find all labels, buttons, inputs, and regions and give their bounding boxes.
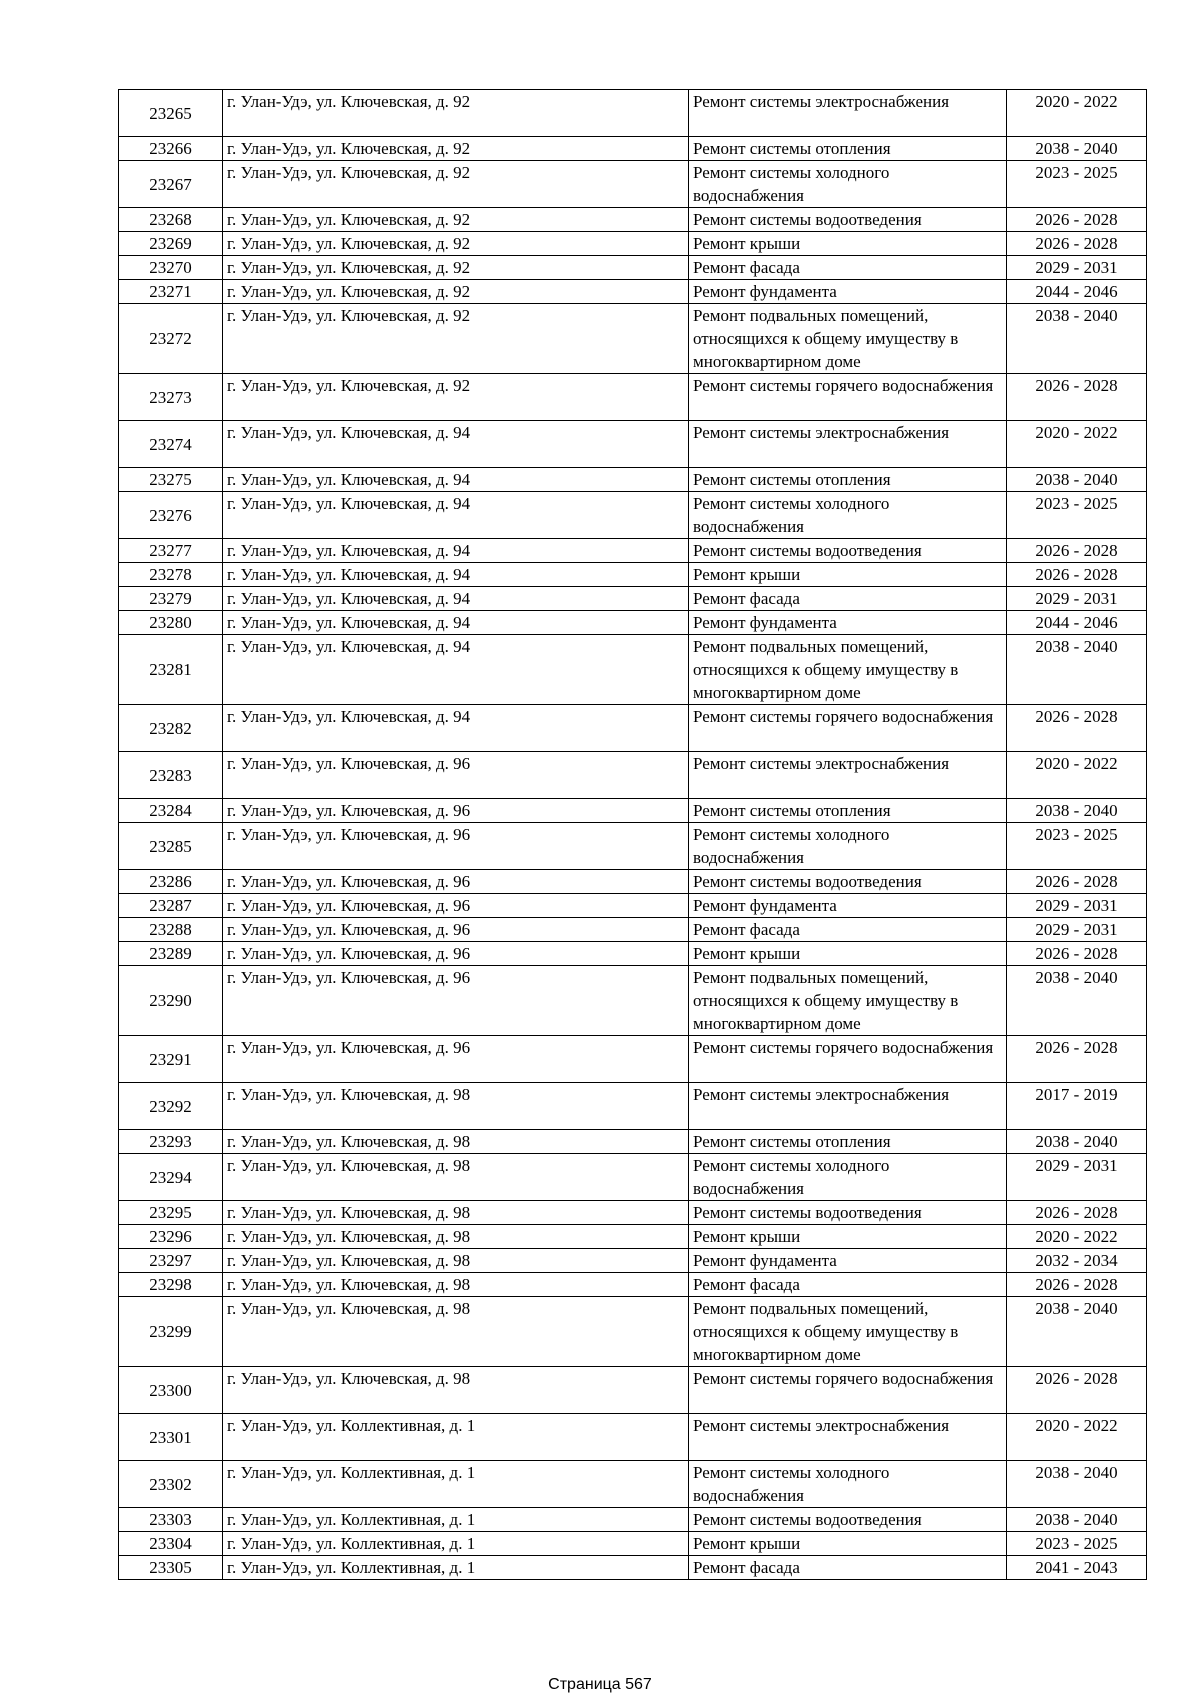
address-cell: г. Улан-Удэ, ул. Ключевская, д. 96 bbox=[223, 966, 689, 1036]
work-type-cell: Ремонт подвальных помещений, относящихся к общему имуществу в многоквартирном доме bbox=[689, 966, 1007, 1036]
period-cell: 2026 - 2028 bbox=[1007, 1273, 1147, 1297]
work-type-cell: Ремонт системы водоотведения bbox=[689, 1508, 1007, 1532]
table-row bbox=[119, 1508, 1147, 1532]
row-number-cell: 23302 bbox=[119, 1461, 223, 1508]
work-type-cell: Ремонт крыши bbox=[689, 942, 1007, 966]
row-number-cell: 23285 bbox=[119, 823, 223, 870]
address-cell: г. Улан-Удэ, ул. Ключевская, д. 94 bbox=[223, 468, 689, 492]
work-type-cell: Ремонт системы отопления bbox=[689, 468, 1007, 492]
row-number-cell: 23293 bbox=[119, 1130, 223, 1154]
work-type-cell: Ремонт системы отопления bbox=[689, 1130, 1007, 1154]
row-number-cell: 23268 bbox=[119, 208, 223, 232]
work-type-cell: Ремонт фундамента bbox=[689, 1249, 1007, 1273]
work-type-cell: Ремонт системы водоотведения bbox=[689, 208, 1007, 232]
period-cell: 2023 - 2025 bbox=[1007, 823, 1147, 870]
address-cell: г. Улан-Удэ, ул. Ключевская, д. 98 bbox=[223, 1367, 689, 1414]
address-cell: г. Улан-Удэ, ул. Ключевская, д. 98 bbox=[223, 1083, 689, 1130]
work-schedule-table bbox=[118, 89, 1147, 1580]
work-type-cell: Ремонт системы электроснабжения bbox=[689, 1414, 1007, 1461]
row-number-cell: 23287 bbox=[119, 894, 223, 918]
address-cell: г. Улан-Удэ, ул. Ключевская, д. 96 bbox=[223, 942, 689, 966]
table-row bbox=[119, 256, 1147, 280]
table-row bbox=[119, 1461, 1147, 1508]
row-number-cell: 23267 bbox=[119, 161, 223, 208]
address-cell: г. Улан-Удэ, ул. Ключевская, д. 94 bbox=[223, 539, 689, 563]
address-cell: г. Улан-Удэ, ул. Ключевская, д. 96 bbox=[223, 799, 689, 823]
period-cell: 2038 - 2040 bbox=[1007, 799, 1147, 823]
table-row bbox=[119, 232, 1147, 256]
address-cell: г. Улан-Удэ, ул. Ключевская, д. 94 bbox=[223, 421, 689, 468]
table-row bbox=[119, 705, 1147, 752]
row-number-cell: 23296 bbox=[119, 1225, 223, 1249]
row-number-cell: 23278 bbox=[119, 563, 223, 587]
address-cell: г. Улан-Удэ, ул. Ключевская, д. 94 bbox=[223, 587, 689, 611]
address-cell: г. Улан-Удэ, ул. Коллективная, д. 1 bbox=[223, 1556, 689, 1580]
row-number-cell: 23275 bbox=[119, 468, 223, 492]
work-type-cell: Ремонт крыши bbox=[689, 1532, 1007, 1556]
period-cell: 2038 - 2040 bbox=[1007, 137, 1147, 161]
table-row bbox=[119, 870, 1147, 894]
table-row bbox=[119, 611, 1147, 635]
row-number-cell: 23274 bbox=[119, 421, 223, 468]
address-cell: г. Улан-Удэ, ул. Ключевская, д. 94 bbox=[223, 611, 689, 635]
period-cell: 2020 - 2022 bbox=[1007, 752, 1147, 799]
work-type-cell: Ремонт крыши bbox=[689, 232, 1007, 256]
table-row bbox=[119, 1036, 1147, 1083]
period-cell: 2026 - 2028 bbox=[1007, 539, 1147, 563]
row-number-cell: 23270 bbox=[119, 256, 223, 280]
period-cell: 2038 - 2040 bbox=[1007, 1461, 1147, 1508]
work-type-cell: Ремонт подвальных помещений, относящихся к общему имуществу в многоквартирном доме bbox=[689, 304, 1007, 374]
address-cell: г. Улан-Удэ, ул. Ключевская, д. 92 bbox=[223, 137, 689, 161]
period-cell: 2038 - 2040 bbox=[1007, 966, 1147, 1036]
row-number-cell: 23299 bbox=[119, 1297, 223, 1367]
address-cell: г. Улан-Удэ, ул. Ключевская, д. 96 bbox=[223, 894, 689, 918]
work-type-cell: Ремонт системы горячего водоснабжения bbox=[689, 1367, 1007, 1414]
address-cell: г. Улан-Удэ, ул. Ключевская, д. 98 bbox=[223, 1249, 689, 1273]
work-type-cell: Ремонт фасада bbox=[689, 256, 1007, 280]
period-cell: 2026 - 2028 bbox=[1007, 942, 1147, 966]
address-cell: г. Улан-Удэ, ул. Коллективная, д. 1 bbox=[223, 1414, 689, 1461]
address-cell: г. Улан-Удэ, ул. Ключевская, д. 96 bbox=[223, 1036, 689, 1083]
period-cell: 2026 - 2028 bbox=[1007, 870, 1147, 894]
work-type-cell: Ремонт системы отопления bbox=[689, 137, 1007, 161]
table-row bbox=[119, 635, 1147, 705]
work-type-cell: Ремонт системы водоотведения bbox=[689, 539, 1007, 563]
period-cell: 2038 - 2040 bbox=[1007, 635, 1147, 705]
table-row bbox=[119, 1083, 1147, 1130]
address-cell: г. Улан-Удэ, ул. Ключевская, д. 94 bbox=[223, 635, 689, 705]
work-type-cell: Ремонт системы водоотведения bbox=[689, 870, 1007, 894]
period-cell: 2026 - 2028 bbox=[1007, 208, 1147, 232]
row-number-cell: 23282 bbox=[119, 705, 223, 752]
row-number-cell: 23289 bbox=[119, 942, 223, 966]
address-cell: г. Улан-Удэ, ул. Ключевская, д. 94 bbox=[223, 563, 689, 587]
address-cell: г. Улан-Удэ, ул. Ключевская, д. 92 bbox=[223, 374, 689, 421]
period-cell: 2038 - 2040 bbox=[1007, 1508, 1147, 1532]
period-cell: 2032 - 2034 bbox=[1007, 1249, 1147, 1273]
period-cell: 2038 - 2040 bbox=[1007, 304, 1147, 374]
row-number-cell: 23290 bbox=[119, 966, 223, 1036]
address-cell: г. Улан-Удэ, ул. Ключевская, д. 98 bbox=[223, 1297, 689, 1367]
row-number-cell: 23298 bbox=[119, 1273, 223, 1297]
period-cell: 2038 - 2040 bbox=[1007, 1297, 1147, 1367]
table-row bbox=[119, 468, 1147, 492]
address-cell: г. Улан-Удэ, ул. Ключевская, д. 92 bbox=[223, 280, 689, 304]
period-cell: 2017 - 2019 bbox=[1007, 1083, 1147, 1130]
row-number-cell: 23271 bbox=[119, 280, 223, 304]
address-cell: г. Улан-Удэ, ул. Ключевская, д. 92 bbox=[223, 208, 689, 232]
work-type-cell: Ремонт системы холодного водоснабжения bbox=[689, 492, 1007, 539]
work-type-cell: Ремонт фасада bbox=[689, 587, 1007, 611]
address-cell: г. Улан-Удэ, ул. Ключевская, д. 92 bbox=[223, 232, 689, 256]
row-number-cell: 23276 bbox=[119, 492, 223, 539]
table-row bbox=[119, 918, 1147, 942]
table-row bbox=[119, 942, 1147, 966]
row-number-cell: 23286 bbox=[119, 870, 223, 894]
table-row bbox=[119, 374, 1147, 421]
address-cell: г. Улан-Удэ, ул. Ключевская, д. 98 bbox=[223, 1273, 689, 1297]
row-number-cell: 23283 bbox=[119, 752, 223, 799]
work-type-cell: Ремонт фундамента bbox=[689, 894, 1007, 918]
table-row bbox=[119, 1201, 1147, 1225]
work-type-cell: Ремонт системы электроснабжения bbox=[689, 90, 1007, 137]
work-type-cell: Ремонт крыши bbox=[689, 563, 1007, 587]
address-cell: г. Улан-Удэ, ул. Коллективная, д. 1 bbox=[223, 1532, 689, 1556]
work-type-cell: Ремонт системы холодного водоснабжения bbox=[689, 161, 1007, 208]
table-row bbox=[119, 1532, 1147, 1556]
address-cell: г. Улан-Удэ, ул. Ключевская, д. 92 bbox=[223, 304, 689, 374]
table-row bbox=[119, 1225, 1147, 1249]
row-number-cell: 23301 bbox=[119, 1414, 223, 1461]
address-cell: г. Улан-Удэ, ул. Коллективная, д. 1 bbox=[223, 1461, 689, 1508]
period-cell: 2020 - 2022 bbox=[1007, 421, 1147, 468]
period-cell: 2044 - 2046 bbox=[1007, 611, 1147, 635]
work-type-cell: Ремонт системы горячего водоснабжения bbox=[689, 705, 1007, 752]
address-cell: г. Улан-Удэ, ул. Ключевская, д. 92 bbox=[223, 161, 689, 208]
work-type-cell: Ремонт подвальных помещений, относящихся к общему имуществу в многоквартирном доме bbox=[689, 1297, 1007, 1367]
table-row bbox=[119, 280, 1147, 304]
work-type-cell: Ремонт фасада bbox=[689, 1556, 1007, 1580]
work-type-cell: Ремонт фасада bbox=[689, 1273, 1007, 1297]
period-cell: 2023 - 2025 bbox=[1007, 1532, 1147, 1556]
row-number-cell: 23305 bbox=[119, 1556, 223, 1580]
table-row bbox=[119, 421, 1147, 468]
table-row bbox=[119, 587, 1147, 611]
period-cell: 2029 - 2031 bbox=[1007, 256, 1147, 280]
work-type-cell: Ремонт системы электроснабжения bbox=[689, 752, 1007, 799]
address-cell: г. Улан-Удэ, ул. Ключевская, д. 94 bbox=[223, 492, 689, 539]
period-cell: 2020 - 2022 bbox=[1007, 90, 1147, 137]
address-cell: г. Улан-Удэ, ул. Ключевская, д. 96 bbox=[223, 823, 689, 870]
row-number-cell: 23266 bbox=[119, 137, 223, 161]
table-row bbox=[119, 208, 1147, 232]
period-cell: 2026 - 2028 bbox=[1007, 374, 1147, 421]
row-number-cell: 23281 bbox=[119, 635, 223, 705]
table-body bbox=[119, 90, 1147, 1580]
work-type-cell: Ремонт фасада bbox=[689, 918, 1007, 942]
period-cell: 2044 - 2046 bbox=[1007, 280, 1147, 304]
table-row bbox=[119, 1414, 1147, 1461]
row-number-cell: 23292 bbox=[119, 1083, 223, 1130]
period-cell: 2026 - 2028 bbox=[1007, 1367, 1147, 1414]
work-type-cell: Ремонт системы горячего водоснабжения bbox=[689, 1036, 1007, 1083]
period-cell: 2038 - 2040 bbox=[1007, 1130, 1147, 1154]
table-row bbox=[119, 539, 1147, 563]
work-type-cell: Ремонт системы холодного водоснабжения bbox=[689, 823, 1007, 870]
work-type-cell: Ремонт системы холодного водоснабжения bbox=[689, 1154, 1007, 1201]
address-cell: г. Улан-Удэ, ул. Ключевская, д. 92 bbox=[223, 90, 689, 137]
work-type-cell: Ремонт подвальных помещений, относящихся к общему имуществу в многоквартирном доме bbox=[689, 635, 1007, 705]
row-number-cell: 23280 bbox=[119, 611, 223, 635]
row-number-cell: 23291 bbox=[119, 1036, 223, 1083]
period-cell: 2026 - 2028 bbox=[1007, 563, 1147, 587]
table-row bbox=[119, 1273, 1147, 1297]
row-number-cell: 23273 bbox=[119, 374, 223, 421]
table-row bbox=[119, 752, 1147, 799]
address-cell: г. Улан-Удэ, ул. Ключевская, д. 92 bbox=[223, 256, 689, 280]
address-cell: г. Улан-Удэ, ул. Ключевская, д. 98 bbox=[223, 1154, 689, 1201]
work-type-cell: Ремонт фундамента bbox=[689, 611, 1007, 635]
table-row bbox=[119, 1154, 1147, 1201]
row-number-cell: 23269 bbox=[119, 232, 223, 256]
work-type-cell: Ремонт системы холодного водоснабжения bbox=[689, 1461, 1007, 1508]
row-number-cell: 23294 bbox=[119, 1154, 223, 1201]
row-number-cell: 23277 bbox=[119, 539, 223, 563]
row-number-cell: 23300 bbox=[119, 1367, 223, 1414]
row-number-cell: 23288 bbox=[119, 918, 223, 942]
address-cell: г. Улан-Удэ, ул. Ключевская, д. 98 bbox=[223, 1225, 689, 1249]
work-type-cell: Ремонт системы горячего водоснабжения bbox=[689, 374, 1007, 421]
row-number-cell: 23297 bbox=[119, 1249, 223, 1273]
address-cell: г. Улан-Удэ, ул. Коллективная, д. 1 bbox=[223, 1508, 689, 1532]
row-number-cell: 23303 bbox=[119, 1508, 223, 1532]
table-row bbox=[119, 894, 1147, 918]
table-row bbox=[119, 1367, 1147, 1414]
period-cell: 2020 - 2022 bbox=[1007, 1225, 1147, 1249]
table-row bbox=[119, 1556, 1147, 1580]
period-cell: 2026 - 2028 bbox=[1007, 1036, 1147, 1083]
row-number-cell: 23295 bbox=[119, 1201, 223, 1225]
table-row bbox=[119, 563, 1147, 587]
work-type-cell: Ремонт фундамента bbox=[689, 280, 1007, 304]
address-cell: г. Улан-Удэ, ул. Ключевская, д. 98 bbox=[223, 1201, 689, 1225]
period-cell: 2026 - 2028 bbox=[1007, 1201, 1147, 1225]
work-type-cell: Ремонт крыши bbox=[689, 1225, 1007, 1249]
period-cell: 2026 - 2028 bbox=[1007, 705, 1147, 752]
period-cell: 2041 - 2043 bbox=[1007, 1556, 1147, 1580]
period-cell: 2020 - 2022 bbox=[1007, 1414, 1147, 1461]
page-number: Страница 567 bbox=[548, 1676, 652, 1693]
row-number-cell: 23272 bbox=[119, 304, 223, 374]
table-row bbox=[119, 304, 1147, 374]
table-row bbox=[119, 1130, 1147, 1154]
work-type-cell: Ремонт системы электроснабжения bbox=[689, 1083, 1007, 1130]
period-cell: 2023 - 2025 bbox=[1007, 492, 1147, 539]
table-row bbox=[119, 823, 1147, 870]
table-row bbox=[119, 1249, 1147, 1273]
row-number-cell: 23304 bbox=[119, 1532, 223, 1556]
table-row bbox=[119, 492, 1147, 539]
table-row bbox=[119, 90, 1147, 137]
period-cell: 2029 - 2031 bbox=[1007, 918, 1147, 942]
work-type-cell: Ремонт системы водоотведения bbox=[689, 1201, 1007, 1225]
table-row bbox=[119, 799, 1147, 823]
address-cell: г. Улан-Удэ, ул. Ключевская, д. 98 bbox=[223, 1130, 689, 1154]
table-row bbox=[119, 966, 1147, 1036]
period-cell: 2029 - 2031 bbox=[1007, 894, 1147, 918]
row-number-cell: 23279 bbox=[119, 587, 223, 611]
table-row bbox=[119, 137, 1147, 161]
address-cell: г. Улан-Удэ, ул. Ключевская, д. 96 bbox=[223, 918, 689, 942]
work-type-cell: Ремонт системы отопления bbox=[689, 799, 1007, 823]
work-type-cell: Ремонт системы электроснабжения bbox=[689, 421, 1007, 468]
period-cell: 2023 - 2025 bbox=[1007, 161, 1147, 208]
period-cell: 2029 - 2031 bbox=[1007, 1154, 1147, 1201]
period-cell: 2026 - 2028 bbox=[1007, 232, 1147, 256]
row-number-cell: 23265 bbox=[119, 90, 223, 137]
row-number-cell: 23284 bbox=[119, 799, 223, 823]
period-cell: 2029 - 2031 bbox=[1007, 587, 1147, 611]
period-cell: 2038 - 2040 bbox=[1007, 468, 1147, 492]
address-cell: г. Улан-Удэ, ул. Ключевская, д. 96 bbox=[223, 752, 689, 799]
table-row bbox=[119, 161, 1147, 208]
table-row bbox=[119, 1297, 1147, 1367]
address-cell: г. Улан-Удэ, ул. Ключевская, д. 94 bbox=[223, 705, 689, 752]
address-cell: г. Улан-Удэ, ул. Ключевская, д. 96 bbox=[223, 870, 689, 894]
